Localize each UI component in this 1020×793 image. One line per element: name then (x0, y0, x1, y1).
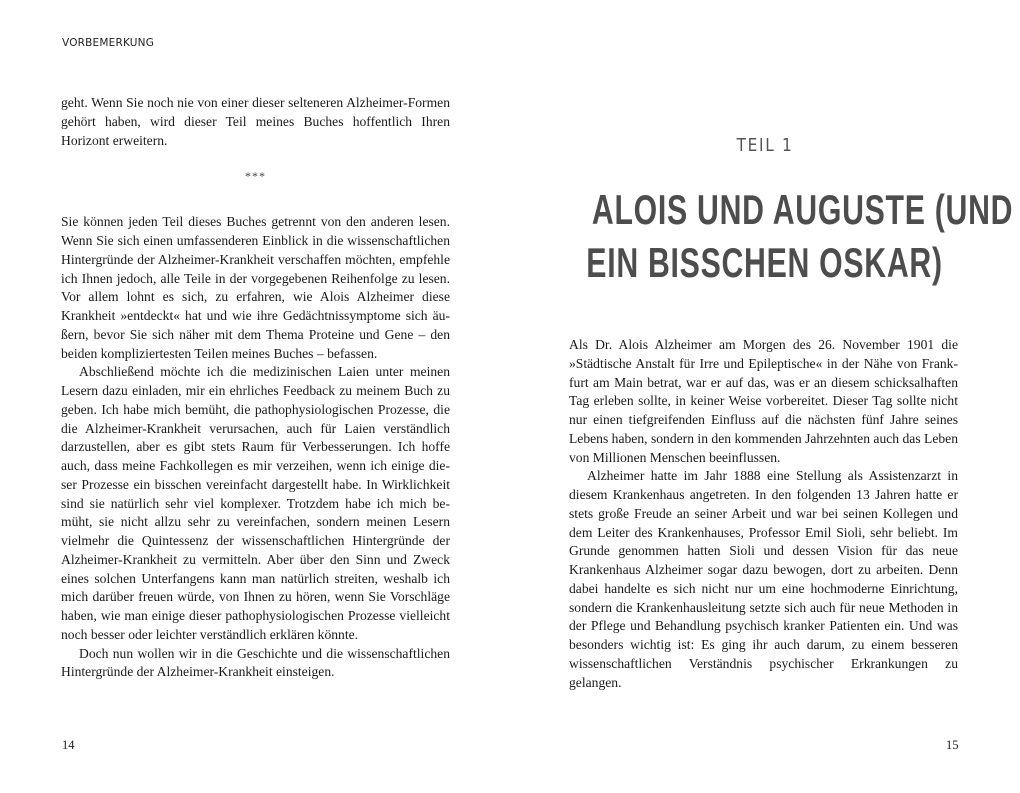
paragraph: Als Dr. Alois Alzheimer am Morgen des 26. November 1901 die »Städtische Anstalt für Irre und Epileptische« in der Nähe von Frankfurt am Main betrat, war er auf das, was er an diesem schicksalhaften Tag erleben sollte, in keiner Weise vorbereitet. Dieser Tag sollte nicht nur einen tiefgreifenden Einfluss auf die nächsten fünf Jahre seines Lebens haben, sondern in den kommenden Jahrzehnten auch das Leben von Millionen Menschen beeinflussen. (569, 337, 958, 465)
paragraph: Doch nun wollen wir in die Geschichte und die wissenschaftlichen Hintergründe der Alzheimer-Krankheit einsteigen. (61, 645, 450, 680)
page-number: 14 (62, 738, 75, 752)
left-text-column (61, 94, 450, 682)
part-label: TEIL 1 (736, 135, 794, 156)
right-text-column (569, 336, 958, 692)
paragraph: Sie können jeden Teil dieses Buches getrennt von den anderen lesen. Wenn Sie sich einen umfassenderen Einblick in die wissenschaftlichen Hintergründe der Alzheimer-Krankheit verschaffen möchten, empfehle ich Ihnen jedoch, alle Teile in der vorgegebenen Reihenfolge zu lesen. Vor allem lohnt es sich, zu erfahren, wie Alois Alzheimer diese Krankheit »entdeckt« hat und wie ihre Gedächtnissymptome sich äußern, bevor Sie sich näher mit dem Thema Proteine und Gene – den beiden kompliziertesten Teilen meines Buches – befassen. (61, 214, 450, 361)
section-break: *** (245, 169, 266, 184)
chapter-title-line: EIN BISSCHEN OSKAR) (586, 239, 944, 286)
running-head: VORBEMERKUNG (62, 37, 155, 49)
page-number: 15 (946, 738, 959, 752)
paragraph: Abschließend möchte ich die medizinischen Laien unter meinen Lesern dazu einladen, mir ein ehrliches Feedback zu meinem Buch zu geben. Ich habe mich bemüht, die pathophysiologischen Prozesse, die die Alzheimer-Krankheit verursachen, auch für Laien verständlich darzustellen, aber es gibt stets Raum für Verbesserungen. Ich hoffe auch, dass meine Fachkollegen es mir verzeihen, wenn ich einige dieser Prozesse ein bisschen vereinfacht dargestellt habe. In Wirklichkeit sind sie natürlich sehr viel komplexer. Trotzdem habe ich mich bemüht, sie nicht allzu sehr zu vereinfachen, sondern meinen Lesern vielmehr die Quintessenz der wissenschaftlichen Hintergründe der Alzheimer-Krankheit zu vermitteln. Aber über den Sinn und Zweck eines solchen Unterfangens kann man natürlich streiten, weshalb ich mich darüber freuen würde, von Ihnen zu hören, wenn Sie Vorschläge haben, wie man einige dieser pathophysiologischen Prozesse vielleicht noch besser oder leichter verständlich erklären könnte. (61, 364, 450, 642)
chapter-title (510, 183, 1020, 289)
paragraph: Alzheimer hatte im Jahr 1888 eine Stellung als Assistenzarzt in diesem Krankenhaus angetreten. In den folgenden 13 Jahren hatte er stets große Freude an seiner Arbeit und war bei seinen Kollegen und dem Leiter des Krankenhauses, Professor Emil Sioli, sehr beliebt. Im Grunde genommen hatten Sioli und dessen Vision für das neue Krankenhaus Alzheimer sogar dazu bewogen, dort zu arbeiten. Denn dabei handelte es sich nicht nur um eine hochmoderne Einrichtung, sondern die Krankenhausleitung setzte sich auch für neue Methoden in der Pflege und Behandlung psychisch kranker Patienten ein. Und was besonders wichtig ist: Es ging ihr auch darum, zu einem besseren wissenschaftlichen Verständnis psychischer Erkrankungen zu gelangen. (569, 468, 958, 690)
chapter-title-line: ALOIS UND AUGUSTE (UND (591, 186, 1014, 233)
right-page (510, 0, 1020, 793)
paragraph: geht. Wenn Sie noch nie von einer dieser selteneren Alzheimer-Formen gehört haben, wird dieser Teil meines Buches hoffentlich Ihren Horizont erweitern. (61, 95, 450, 148)
